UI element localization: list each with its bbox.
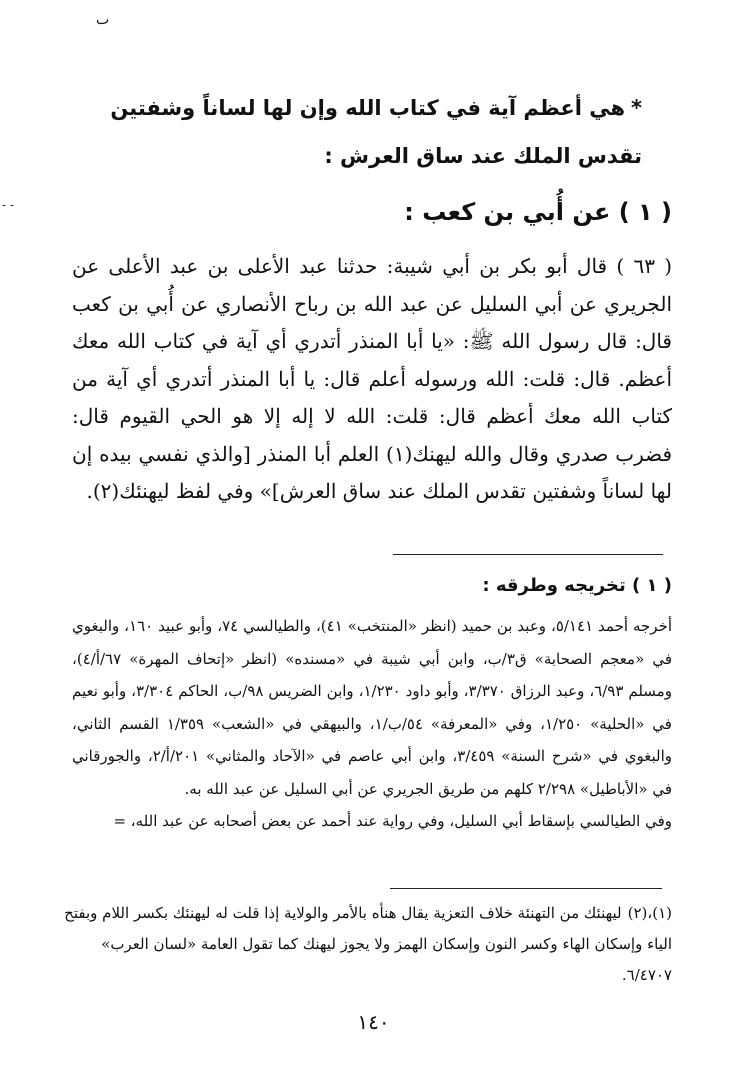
takhrij-paragraph-1: أخرجه أحمد ٥/١٤١، وعبد بن حميد (انظر «المنتخب» ٤١)، والطيالسي ٧٤، وأبو عبيد ١٦٠، والبغوي في «معجم الصحابة» ق٣/ب، وابن أبي شيبة في «مسنده» (انظر «إتحاف المهرة» ٦٧/أ/٤)، ومسلم ٦/٩٣، وعبد الرزاق ٣/٣٧٠، وأبو داود ١/٢٣٠، وابن الضريس ٩٨/ب، الحاكم ٣/٣٠٤، وأبو نعيم في «الحلية» ١/٢٥٠، وفي «المعرفة» ٥٤/ب/١، والبيهقي في «الشعب» ١/٣٥٩ القسم الثاني، والبغوي في «شرح السنة» ٣/٤٥٩، وابن أبي عاصم في «الآحاد والمثاني» ٢٠١/أ/٢، والجورقاني في «الأباطيل» ٢/٢٩٨ كلهم من طريق الجريري عن أبي السليل عن عبد الله به. bbox=[72, 617, 672, 798]
takhrij-paragraph-2: وفي الطيالسي بإسقاط أبي السليل، وفي رواية عند أحمد عن بعض أصحابه عن عبد الله، = bbox=[113, 812, 672, 830]
margin-mark: ٮ bbox=[96, 12, 110, 28]
footnote-rule bbox=[390, 888, 662, 889]
page-number: ١٤٠ bbox=[357, 1010, 390, 1034]
star-bullet: * bbox=[631, 96, 642, 120]
hadith-text: ( ٦٣ ) قال أبو بكر بن أبي شيبة: حدثنا عبد الأعلى بن عبد الأعلى عن الجريري عن أبي السليل عن عبد الله بن رباح الأنصاري عن أُبي بن كعب قال: قال رسول الله ﷺ: «يا أبا المنذر أتدري أي آية في كتاب الله معك أعظم. قال: قلت: الله ورسوله أعلم قال: يا أبا المنذر أتدري أي آية من كتاب الله معك أعظم قال: قلت: الله لا إله إلا هو الحي القيوم قال: فضرب صدري وقال والله ليهنك(١) العلم أبا المنذر [والذي نفسي بيده إن لها لساناً وشفتين تقدس الملك عند ساق العرش]» وفي لفظ ليهنئك(٢). bbox=[72, 254, 673, 503]
side-margin-mark: - - bbox=[2, 198, 14, 212]
section-title: ( ١ ) عن أُبي بن كعب : bbox=[404, 198, 672, 226]
takhrij-title: ( ١ ) تخريجه وطرقه : bbox=[482, 575, 672, 596]
footnote-marker: (١)،(٢) bbox=[627, 904, 672, 922]
footnote bbox=[62, 898, 672, 991]
chapter-heading-text: هي أعظم آية في كتاب الله وإن لها لساناً وشفتين تقدس الملك عند ساق العرش : bbox=[110, 96, 642, 168]
footnote-text: ليهنئك من التهنئة خلاف التعزية يقال هنأه بالأمر والولاية إذا قلت له ليهنئك بكسر اللام وبفتح الياء وإسكان الهاء وكسر النون وإسكان الهمز ولا يجوز ليهنك كما تقول العامة «لسان العرب» ٦/٤٧٠٧. bbox=[64, 904, 672, 984]
chapter-heading bbox=[72, 84, 642, 180]
separator-rule bbox=[393, 554, 663, 555]
takhrij-block bbox=[72, 610, 672, 838]
